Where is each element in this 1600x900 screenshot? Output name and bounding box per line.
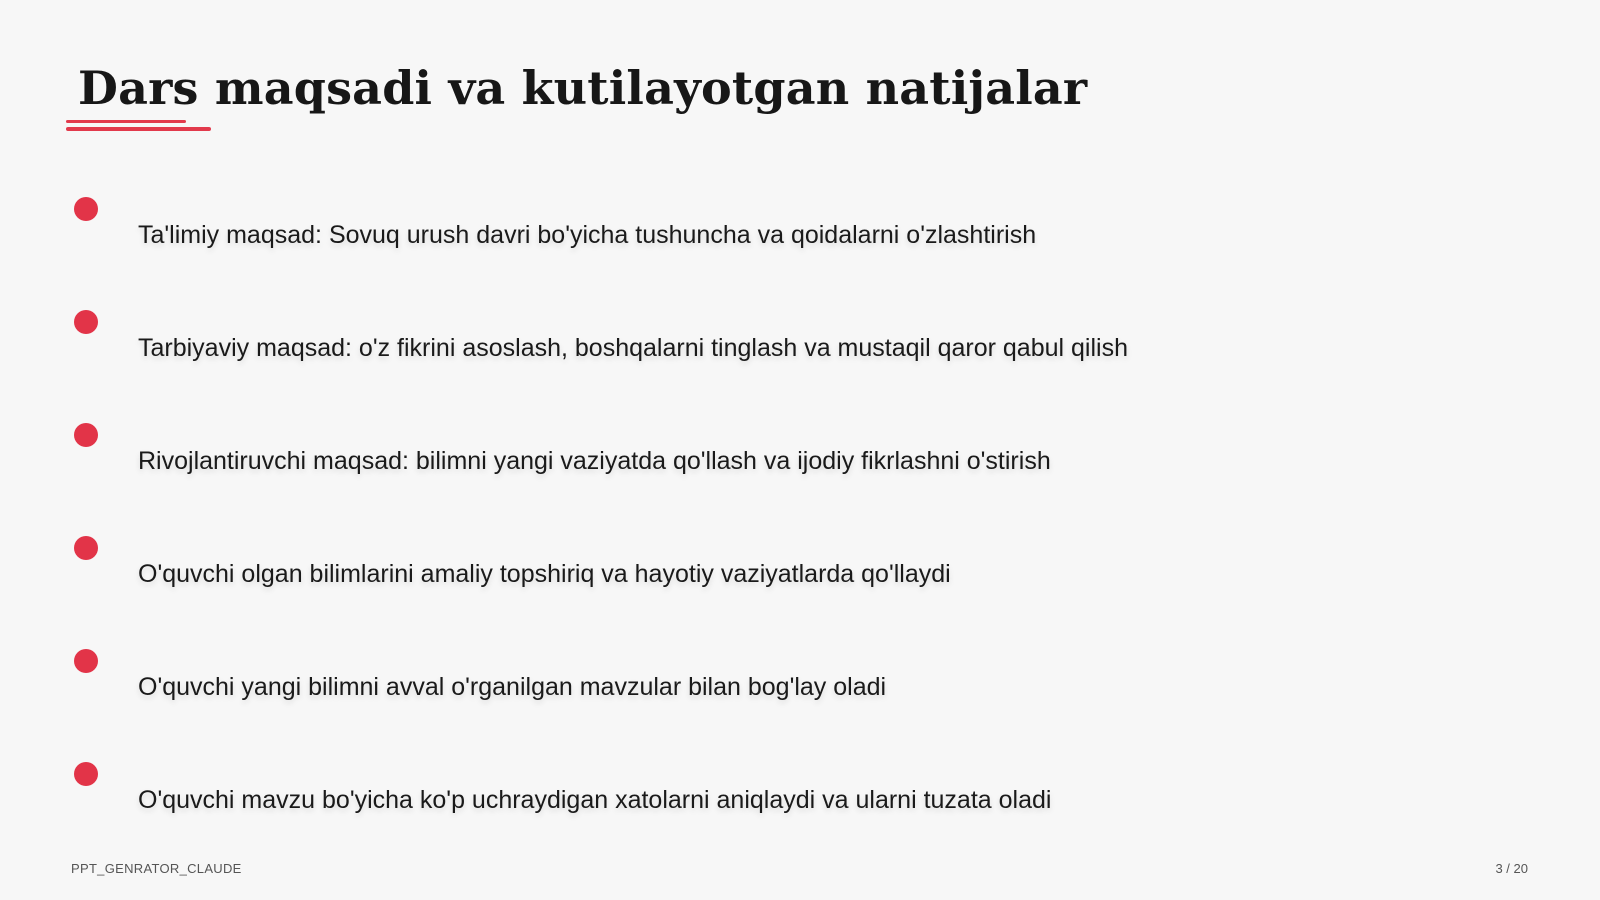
bullet-item [72,197,1372,267]
bullet-item [72,649,1372,719]
bullet-text: O'quvchi olgan bilimlarini amaliy topshiriq va hayotiy vaziyatlarda qo'llaydi [138,560,951,588]
bullet-text: O'quvchi yangi bilimni avval o'rganilgan mavzular bilan bog'lay oladi [138,673,887,701]
bullet-text: Ta'limiy maqsad: Sovuq urush davri bo'yicha tushuncha va qoidalarni o'zlashtirish [138,221,1037,249]
bullet-dot-icon [74,423,98,447]
bullet-dot-icon [74,310,98,334]
bullet-dot-icon [74,536,98,560]
bullet-dot-icon [74,762,98,786]
footer-source-label: PPT_GENRATOR_CLAUDE [71,861,242,876]
bullet-item [72,423,1372,493]
bullet-item [72,762,1372,832]
bullet-text: Tarbiyaviy maqsad: o'z fikrini asoslash, boshqalarni tinglash va mustaqil qaror qabul qilish [138,334,1128,362]
bullet-text: O'quvchi mavzu bo'yicha ko'p uchraydigan xatolarni aniqlaydi va ularni tuzata oladi [138,786,1052,814]
bullet-item [72,536,1372,606]
bullet-text: Rivojlantiruvchi maqsad: bilimni yangi vaziyatda qo'llash va ijodiy fikrlashni o'stirish [138,447,1051,475]
page-indicator: 3 / 20 [1495,861,1528,876]
bullet-item [72,310,1372,380]
slide-title: Dars maqsadi va kutilayotgan natijalar [78,61,1088,115]
bullet-dot-icon [74,197,98,221]
bullet-dot-icon [74,649,98,673]
